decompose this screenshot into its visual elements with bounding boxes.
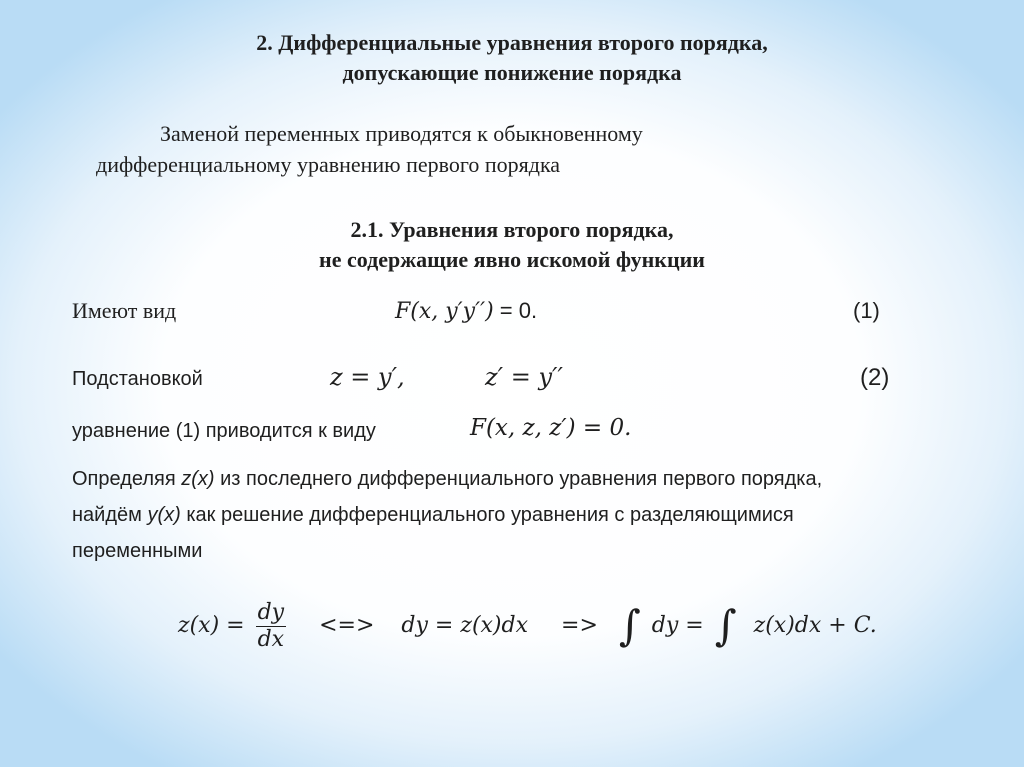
para-line1 [72, 468, 822, 491]
final-mid: dy = z(x)dx [401, 613, 529, 638]
intro-line2: дифференциальному уравнению первого порядка [96, 152, 561, 177]
final-equiv: <=> [319, 613, 375, 638]
para-line2-a: найдём [72, 504, 148, 526]
final-integral-2: ∫ [714, 601, 737, 650]
eq1-label: Имеют вид [72, 298, 177, 323]
eq2-left: z = y′, [330, 363, 405, 391]
final-lhs: z(x) = [178, 613, 245, 638]
eq1-number: (1) [853, 298, 880, 323]
final-int1: dy = [651, 613, 704, 638]
page-title-line1: 2. Дифференциальные уравнения второго порядка, [256, 30, 768, 55]
para-line1-zx: z(x) [181, 468, 215, 490]
final-implies: => [561, 613, 598, 638]
eq1-formula-rhs: = 0. [493, 298, 538, 323]
eq3-formula: F(x, z, z′) = 0. [470, 415, 632, 441]
eq2-right: z′ = y′′ [485, 363, 563, 391]
section-subtitle [0, 215, 1024, 275]
final-integral-1: ∫ [618, 601, 641, 650]
para-line3: переменными [72, 540, 203, 562]
para-line2 [72, 504, 794, 527]
eq1-formula-expr: F(x, y′y′′) [395, 299, 494, 324]
final-int2: z(x)dx + C. [753, 613, 877, 638]
section-subtitle-line1: 2.1. Уравнения второго порядка, [350, 217, 674, 242]
final-formula [178, 596, 877, 656]
page-title [0, 28, 1024, 88]
para-line1-c: из последнего дифференциального уравнения первого порядка, [214, 468, 823, 490]
eq3-label: уравнение (1) приводится к виду [72, 420, 376, 442]
final-frac-num: dy [257, 600, 285, 626]
page-title-line2: допускающие понижение порядка [342, 60, 682, 85]
final-frac-den: dx [257, 626, 285, 652]
eq2-number: (2) [860, 364, 890, 391]
section-subtitle-line2: не содержащие явно искомой функции [319, 247, 705, 272]
para-line1-a: Определяя [72, 468, 182, 490]
eq1-formula [395, 298, 537, 324]
intro-line1: Заменой переменных приводятся к обыкновенному [160, 121, 643, 146]
para-line2-c: как решение дифференциального уравнения с разделяющимися [180, 504, 794, 526]
final-fraction [256, 601, 287, 650]
eq2-label: Подстановкой [72, 368, 203, 390]
para-line2-yx: y(x) [147, 504, 181, 526]
